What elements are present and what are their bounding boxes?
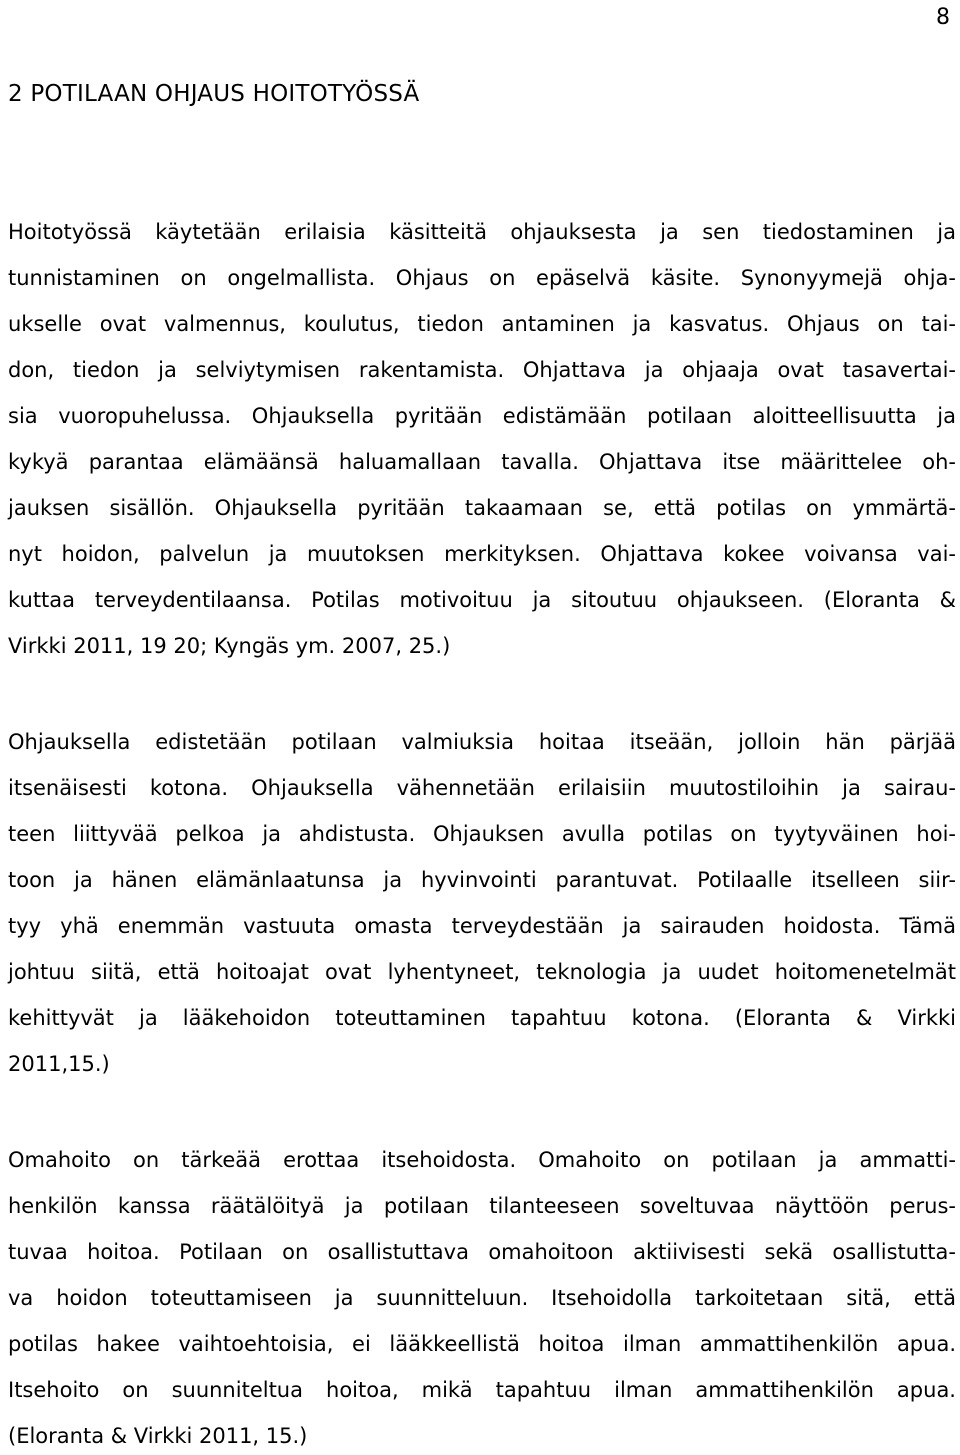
text-line: kehittyvät ja lääkehoidon toteuttaminen tapahtuu kotona. (Eloranta & Virkki [8,1006,956,1030]
page-number: 8 [936,5,950,30]
text-line: kuttaa terveydentilaansa. Potilas motivoituu ja sitoutuu ohjaukseen. (Eloranta & [8,588,956,612]
text-line: Itsehoito on suunniteltua hoitoa, mikä tapahtuu ilman ammattihenkilön apua. [8,1378,956,1402]
text-line: va hoidon toteuttamiseen ja suunnitteluun. Itsehoidolla tarkoitetaan sitä, että [8,1286,956,1310]
text-line: johtuu siitä, että hoitoajat ovat lyhentyneet, teknologia ja uudet hoitomenetelmät [8,960,956,984]
text-line: 2011,15.) [8,1052,110,1076]
text-line: (Eloranta & Virkki 2011, 15.) [8,1424,308,1448]
text-line: ukselle ovat valmennus, koulutus, tiedon antaminen ja kasvatus. Ohjaus on tai- [8,312,956,336]
text-line: Ohjauksella edistetään potilaan valmiuksia hoitaa itseään, jolloin hän pärjää [8,730,956,754]
text-line: itsenäisesti kotona. Ohjauksella vähennetään erilaisiin muutostiloihin ja sairau- [8,776,956,800]
text-line: toon ja hänen elämänlaatunsa ja hyvinvointi parantuvat. Potilaalle itselleen siir- [8,868,956,892]
text-line: tuvaa hoitoa. Potilaan on osallistuttava omahoitoon aktiivisesti sekä osallistutta- [8,1240,956,1264]
text-line: jauksen sisällön. Ohjauksella pyritään takaamaan se, että potilas on ymmärtä- [8,496,956,520]
text-line: sia vuoropuhelussa. Ohjauksella pyritään edistämään potilaan aloitteellisuutta ja [8,404,956,428]
text-line: henkilön kanssa räätälöityä ja potilaan tilanteeseen soveltuvaa näyttöön perus- [8,1194,956,1218]
text-line: tunnistaminen on ongelmallista. Ohjaus on epäselvä käsite. Synonyymejä ohja- [8,266,956,290]
text-line: teen liittyvää pelkoa ja ahdistusta. Ohjauksen avulla potilas on tyytyväinen hoi- [8,822,956,846]
text-line: Omahoito on tärkeää erottaa itsehoidosta. Omahoito on potilaan ja ammatti- [8,1148,956,1172]
text-line: Hoitotyössä käytetään erilaisia käsitteitä ohjauksesta ja sen tiedostaminen ja [8,220,956,244]
chapter-heading: 2 POTILAAN OHJAUS HOITOTYÖSSÄ [8,81,420,107]
text-line: kykyä parantaa elämäänsä haluamallaan tavalla. Ohjattava itse määrittelee oh- [8,450,956,474]
text-line: nyt hoidon, palvelun ja muutoksen merkityksen. Ohjattava kokee voivansa vai- [8,542,956,566]
text-line: Virkki 2011, 19 20; Kyngäs ym. 2007, 25.) [8,634,451,658]
text-line: tyy yhä enemmän vastuuta omasta terveydestään ja sairauden hoidosta. Tämä [8,914,956,938]
text-line: don, tiedon ja selviytymisen rakentamista. Ohjattava ja ohjaaja ovat tasavertai- [8,358,956,382]
text-line: potilas hakee vaihtoehtoisia, ei lääkkeellistä hoitoa ilman ammattihenkilön apua. [8,1332,956,1356]
